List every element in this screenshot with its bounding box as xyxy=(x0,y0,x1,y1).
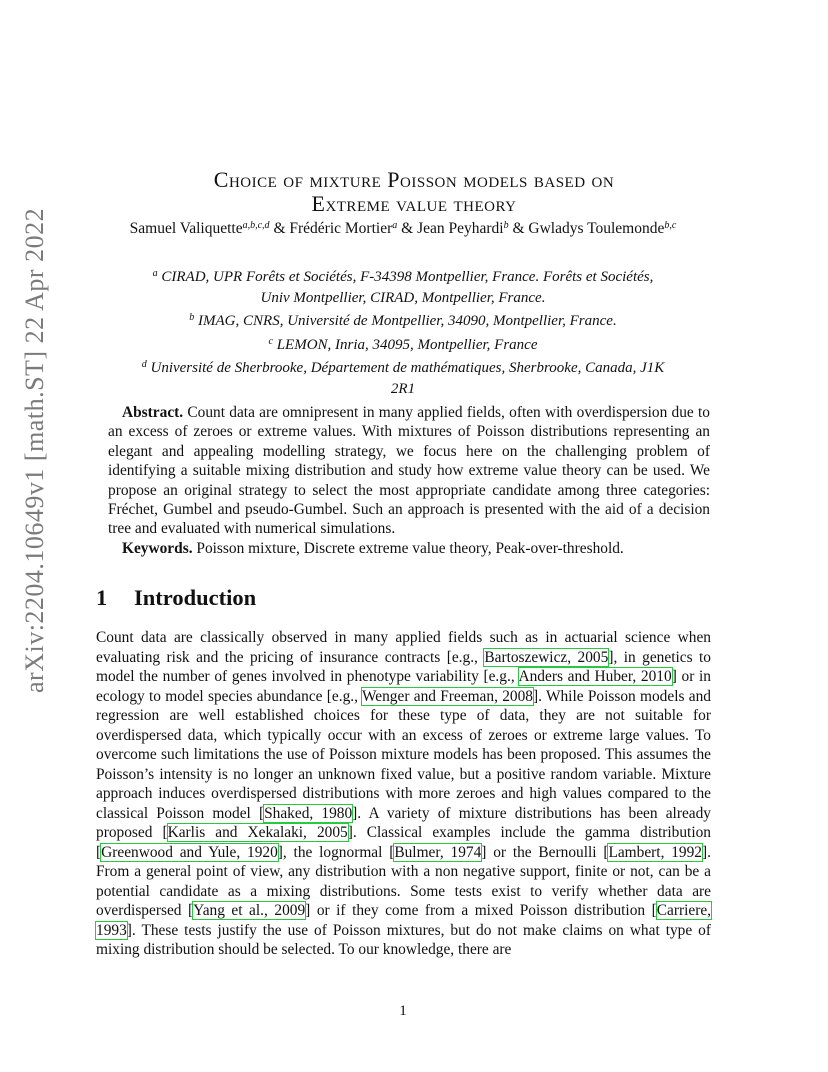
citation-link[interactable]: Bartoszewicz, 2005 xyxy=(484,648,609,666)
author-separator: & xyxy=(401,220,414,237)
author-name: Samuel Valiquette xyxy=(129,220,243,237)
abstract-paragraph xyxy=(108,403,710,539)
citation-link[interactable]: Greenwood and Yule, 1920 xyxy=(101,843,278,861)
abstract-label: Abstract. xyxy=(122,404,184,421)
affil-mark: b xyxy=(189,312,195,323)
section-heading xyxy=(96,585,256,611)
body-text: ] or the Bernoulli [ xyxy=(481,843,609,861)
body-text: ]. A variety of mixture distributions has been already proposed [ xyxy=(96,804,711,841)
citation-link[interactable]: Lambert, 1992 xyxy=(608,843,702,861)
affiliation-line xyxy=(0,288,806,309)
affil-mark: a xyxy=(152,268,158,279)
affiliation-line xyxy=(0,308,806,332)
citation-link[interactable]: Carriere, 1993 xyxy=(96,902,711,939)
title-line-2: Extreme value theory xyxy=(311,191,517,216)
section-title: Introduction xyxy=(134,585,257,610)
author-name: Frédéric Mortier xyxy=(289,220,393,237)
citation-link[interactable]: Karlis and Xekalaki, 2005 xyxy=(167,824,348,841)
citation-link[interactable]: Bulmer, 1974 xyxy=(394,843,482,861)
keywords-label: Keywords. xyxy=(122,539,193,557)
affiliation-line xyxy=(0,264,806,288)
author-name: Gwladys Toulemonde xyxy=(528,220,665,237)
body-text: ] or in ecology to model species abundance [e.g., xyxy=(96,668,711,705)
body-text: ], in genetics to model the number of genes involved in phenotype variability [e.g., xyxy=(96,648,712,685)
author-affil-mark: b,c xyxy=(664,220,677,231)
title-line-1: Choice of mixture Poisson models based on xyxy=(213,167,615,192)
paper-title xyxy=(0,168,828,216)
affil-text: CIRAD, UPR Forêts et Sociétés, F-34398 Montpellier, France. Forêts et Sociétés, xyxy=(161,269,654,285)
author-separator: & xyxy=(512,220,525,237)
body-text: Count data are classically observed in many applied fields such as in actuarial science when evaluating risk and the pricing of insurance contracts [e.g., xyxy=(96,629,711,666)
citation-link[interactable]: Yang et al., 2009 xyxy=(193,902,306,919)
affil-text: LEMON, Inria, 34095, Montpellier, France xyxy=(276,336,538,353)
author-affil-mark: a xyxy=(392,220,398,231)
intro-body xyxy=(96,628,711,960)
arxiv-stamp: arXiv:2204.10649v1 [math.ST] 22 Apr 2022 xyxy=(20,207,49,693)
author-affil-mark: a,b,c,d xyxy=(242,220,270,231)
affiliation-line xyxy=(0,355,806,379)
abstract-text: Count data are omnipresent in many applied fields, often with overdispersion due to an excess of zeroes or extreme values. With mixtures of Poisson distributions representing an elegant and appealing modelling strategy, we focus here on the challenging problem of identifying a suitable mixing distribution and study how extreme value theory can be used. We propose an original strategy to select the most appropriate candidate among three categories: Fréchet, Gumbel and pseudo-Gumbel. Such an approach is presented with the aid of a decision tree and evaluated with numerical simulations. xyxy=(108,404,710,538)
affiliation-line xyxy=(0,332,806,356)
page-number: 1 xyxy=(399,1003,407,1019)
keywords-text: Poisson mixture, Discrete extreme value theory, Peak-over-threshold. xyxy=(196,539,624,557)
intro-paragraph xyxy=(96,628,711,960)
affil-text: 2R1 xyxy=(390,380,416,397)
author-affil-mark: b xyxy=(503,220,509,231)
author-list xyxy=(0,220,806,238)
affiliation-line xyxy=(0,379,806,400)
affiliations xyxy=(0,264,806,399)
section-number: 1 xyxy=(96,585,108,610)
affil-mark: c xyxy=(268,335,273,347)
author-name: Jean Peyhardi xyxy=(417,220,504,237)
body-text: ]. These tests justify the use of Poisson mixtures, but do not make claims on what type of mixing distribution should be selected. To our knowledge, there are xyxy=(96,921,711,958)
affil-text: Université de Sherbrooke, Département de mathématiques, Sherbrooke, Canada, J1K xyxy=(150,360,665,376)
body-text: ]. Classical examples include the gamma distribution [ xyxy=(96,824,711,861)
body-text: ]. While Poisson models and regression are well established choices for these type of data, they are not suitable for overdispersed data, which typically occur with an excess of zeroes or extreme large values. To overcome such limitations the use of Poisson mixture models has been proposed. This assumes the Poisson’s intensity is no longer an unknown fixed value, but a positive random variable. Mixture approach induces overdispersed distributions with more zeroes and high values compared to the classical Poisson model [ xyxy=(96,687,711,822)
citation-link[interactable]: Wenger and Freeman, 2008 xyxy=(361,687,533,705)
abstract xyxy=(108,403,710,558)
body-text: ] or if they come from a mixed Poisson distribution [ xyxy=(305,902,657,919)
citation-link[interactable]: Anders and Huber, 2010 xyxy=(518,668,672,685)
affil-text: IMAG, CNRS, Université de Montpellier, 34090, Montpellier, France. xyxy=(198,313,617,329)
body-text: ], the lognormal [ xyxy=(277,843,395,861)
author-separator: & xyxy=(273,220,286,237)
affil-mark: d xyxy=(141,359,147,370)
citation-link[interactable]: Shaked, 1980 xyxy=(264,804,353,822)
body-text: ]. From a general point of view, any distribution with a non negative support, finite or not, can be a potential candidate as a mixing distributions. Some tests exist to verify whether data are overdispersed [ xyxy=(96,843,711,919)
keywords-paragraph xyxy=(108,539,710,558)
affil-text: Univ Montpellier, CIRAD, Montpellier, France. xyxy=(260,289,546,306)
